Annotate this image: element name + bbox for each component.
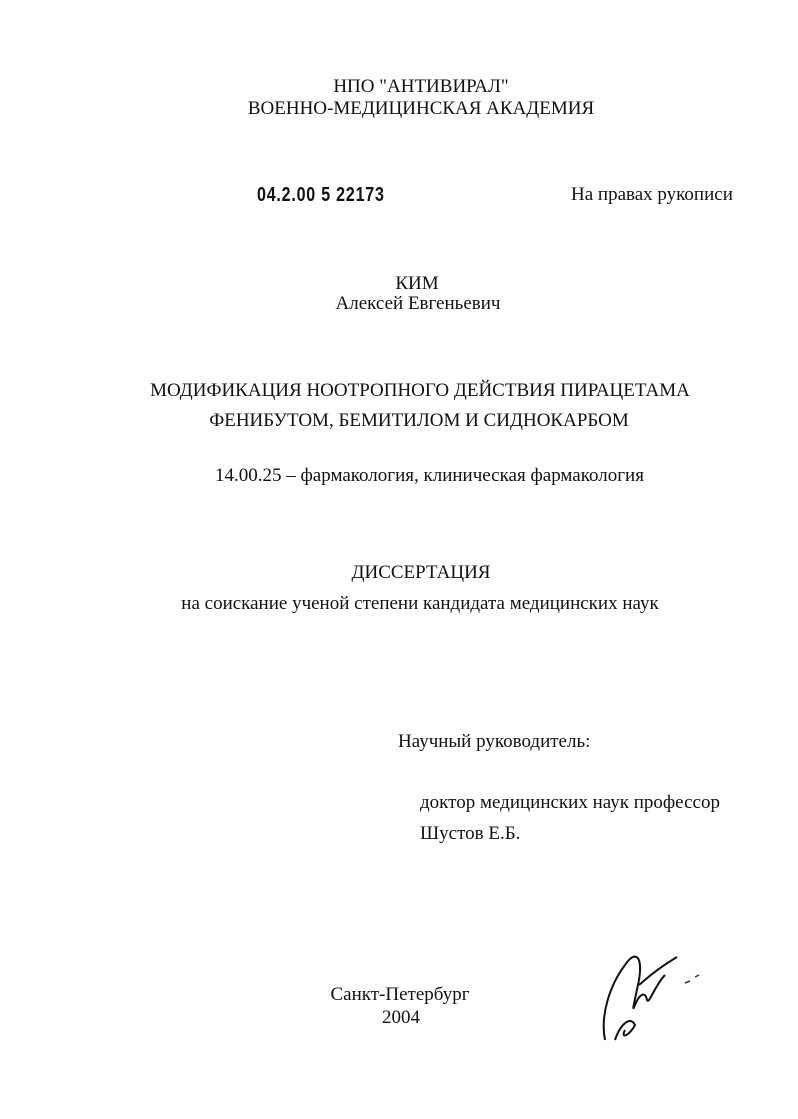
author-full-name: Алексей Евгеньевич <box>335 293 501 314</box>
thesis-title-line-2: ФЕНИБУТОМ, БЕМИТИЛОМ И СИДНОКАРБОМ <box>209 410 629 431</box>
academy-name: ВОЕННО-МЕДИЦИНСКАЯ АКАДЕМИЯ <box>247 98 595 119</box>
year: 2004 <box>382 1007 420 1028</box>
supervisor-title: доктор медицинских наук профессор <box>420 792 720 813</box>
thesis-title-line-1: МОДИФИКАЦИЯ НООТРОПНОГО ДЕЙСТВИЯ ПИРАЦЕТАМА <box>150 380 690 401</box>
registration-stamp-number: 04.2.00 5 22173 <box>257 184 385 206</box>
city: Санкт-Петербург <box>330 984 470 1005</box>
specialty-code: 14.00.25 – фармакология, клиническая фармакология <box>215 465 644 486</box>
supervisor-name: Шустов Е.Б. <box>420 823 521 844</box>
handwritten-signature <box>595 945 715 1045</box>
document-type: ДИССЕРТАЦИЯ <box>351 562 491 583</box>
supervisor-label: Научный руководитель: <box>398 731 591 752</box>
organization-name: НПО "АНТИВИРАЛ" <box>333 76 509 97</box>
manuscript-rights-note: На правах рукописи <box>571 184 733 205</box>
degree-description: на соискание ученой степени кандидата медицинских наук <box>181 593 659 614</box>
author-surname: КИМ <box>395 273 439 294</box>
